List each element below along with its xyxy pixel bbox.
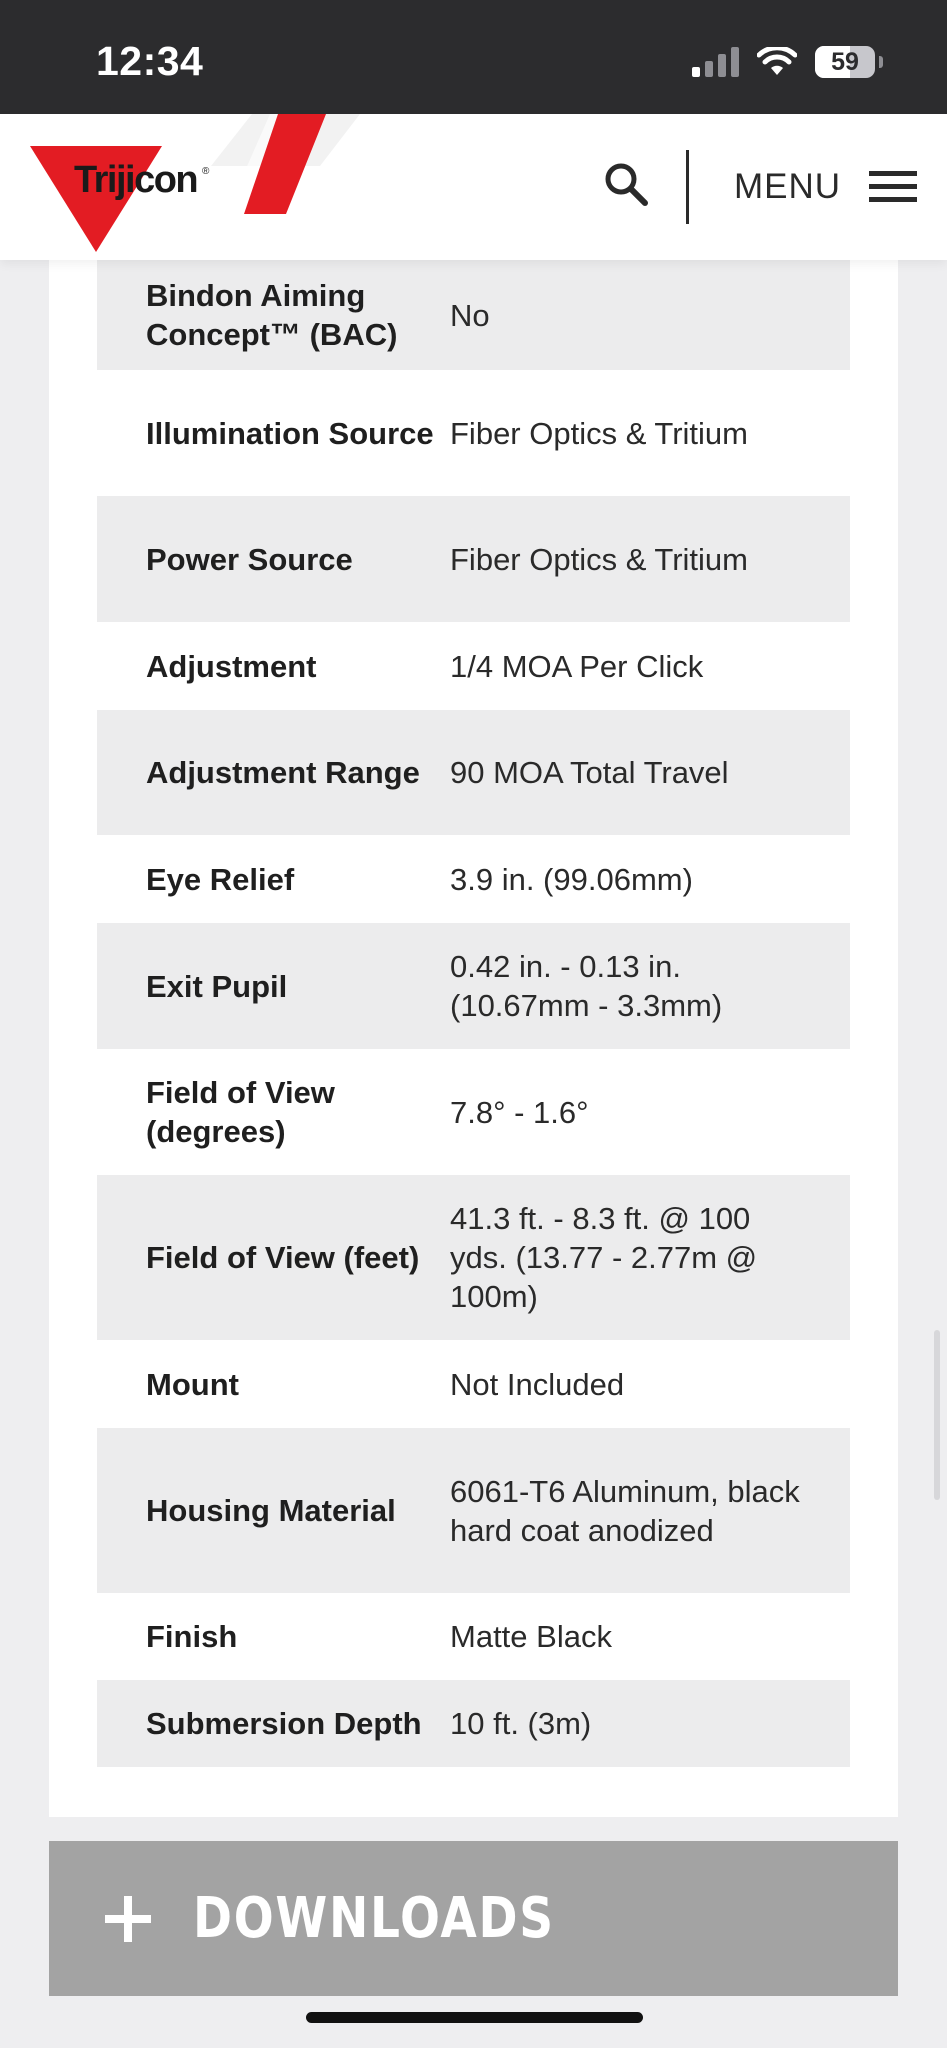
spec-value: 7.8° - 1.6° bbox=[450, 1094, 589, 1130]
header-divider bbox=[686, 150, 689, 224]
spec-value: 41.3 ft. - 8.3 ft. @ 100 yds. (13.77 - 2.77m @ 100m) bbox=[450, 1201, 758, 1314]
spec-label: Field of View (degrees) bbox=[146, 1075, 335, 1149]
spec-label: Eye Relief bbox=[146, 861, 295, 897]
spec-value: 10 ft. (3m) bbox=[450, 1706, 592, 1741]
spec-row bbox=[97, 370, 850, 496]
specifications-card bbox=[49, 200, 898, 1817]
spec-value: Matte Black bbox=[450, 1619, 612, 1654]
spec-row bbox=[97, 1340, 850, 1428]
spec-row bbox=[97, 260, 850, 370]
battery-icon bbox=[815, 46, 875, 78]
downloads-accordion[interactable] bbox=[49, 1841, 898, 1996]
svg-text:®: ® bbox=[202, 166, 210, 177]
status-time: 12:34 bbox=[96, 38, 204, 84]
spec-row bbox=[97, 923, 850, 1049]
spec-row bbox=[97, 1049, 850, 1175]
spec-label: Housing Material bbox=[146, 1493, 396, 1528]
search-icon[interactable] bbox=[600, 158, 652, 210]
spec-label: Submersion Depth bbox=[146, 1706, 422, 1741]
spec-row bbox=[97, 1680, 850, 1767]
spec-row bbox=[97, 496, 850, 622]
scroll-indicator bbox=[934, 1330, 940, 1500]
spec-row bbox=[97, 835, 850, 923]
spec-value: 0.42 in. - 0.13 in. (10.67mm - 3.3mm) bbox=[450, 949, 723, 1023]
spec-label: Exit Pupil bbox=[146, 968, 288, 1004]
menu-button[interactable] bbox=[734, 150, 917, 224]
home-indicator[interactable] bbox=[306, 2012, 643, 2023]
status-bar bbox=[0, 0, 947, 114]
spec-value: 1/4 MOA Per Click bbox=[450, 648, 704, 684]
spec-value: 3.9 in. (99.06mm) bbox=[450, 861, 693, 897]
spec-label: Bindon Aiming Concept™ (BAC) bbox=[146, 278, 398, 352]
svg-text:Trijicon: Trijicon bbox=[74, 159, 198, 201]
spec-label: Adjustment Range bbox=[146, 755, 420, 790]
spec-label: Mount bbox=[146, 1366, 239, 1402]
site-header bbox=[0, 114, 947, 260]
spec-label: Adjustment bbox=[146, 648, 317, 684]
plus-icon bbox=[105, 1896, 151, 1942]
spec-value: Fiber Optics & Tritium bbox=[450, 415, 748, 451]
spec-value: No bbox=[450, 297, 490, 333]
menu-label: MENU bbox=[734, 167, 842, 206]
spec-label: Finish bbox=[146, 1619, 238, 1654]
hamburger-icon bbox=[869, 169, 917, 205]
spec-value: Not Included bbox=[450, 1366, 625, 1402]
spec-row bbox=[97, 1593, 850, 1680]
spec-value: 90 MOA Total Travel bbox=[450, 755, 729, 790]
trijicon-logo[interactable] bbox=[30, 114, 360, 260]
status-icons bbox=[692, 44, 883, 80]
spec-value: 6061-T6 Aluminum, black hard coat anodized bbox=[450, 1473, 800, 1548]
wifi-icon bbox=[757, 47, 797, 77]
spec-label: Power Source bbox=[146, 541, 353, 577]
spec-row bbox=[97, 622, 850, 710]
downloads-label: DOWNLOADS bbox=[193, 1886, 555, 1951]
spec-row bbox=[97, 710, 850, 835]
spec-value: Fiber Optics & Tritium bbox=[450, 541, 748, 577]
battery-level: 59 bbox=[831, 47, 859, 76]
specifications-table bbox=[97, 260, 850, 1767]
cellular-signal-icon bbox=[692, 47, 739, 77]
spec-row bbox=[97, 1175, 850, 1340]
battery-tip bbox=[879, 56, 883, 68]
spec-label: Illumination Source bbox=[146, 415, 434, 451]
spec-label: Field of View (feet) bbox=[146, 1240, 420, 1275]
spec-row bbox=[97, 1428, 850, 1593]
